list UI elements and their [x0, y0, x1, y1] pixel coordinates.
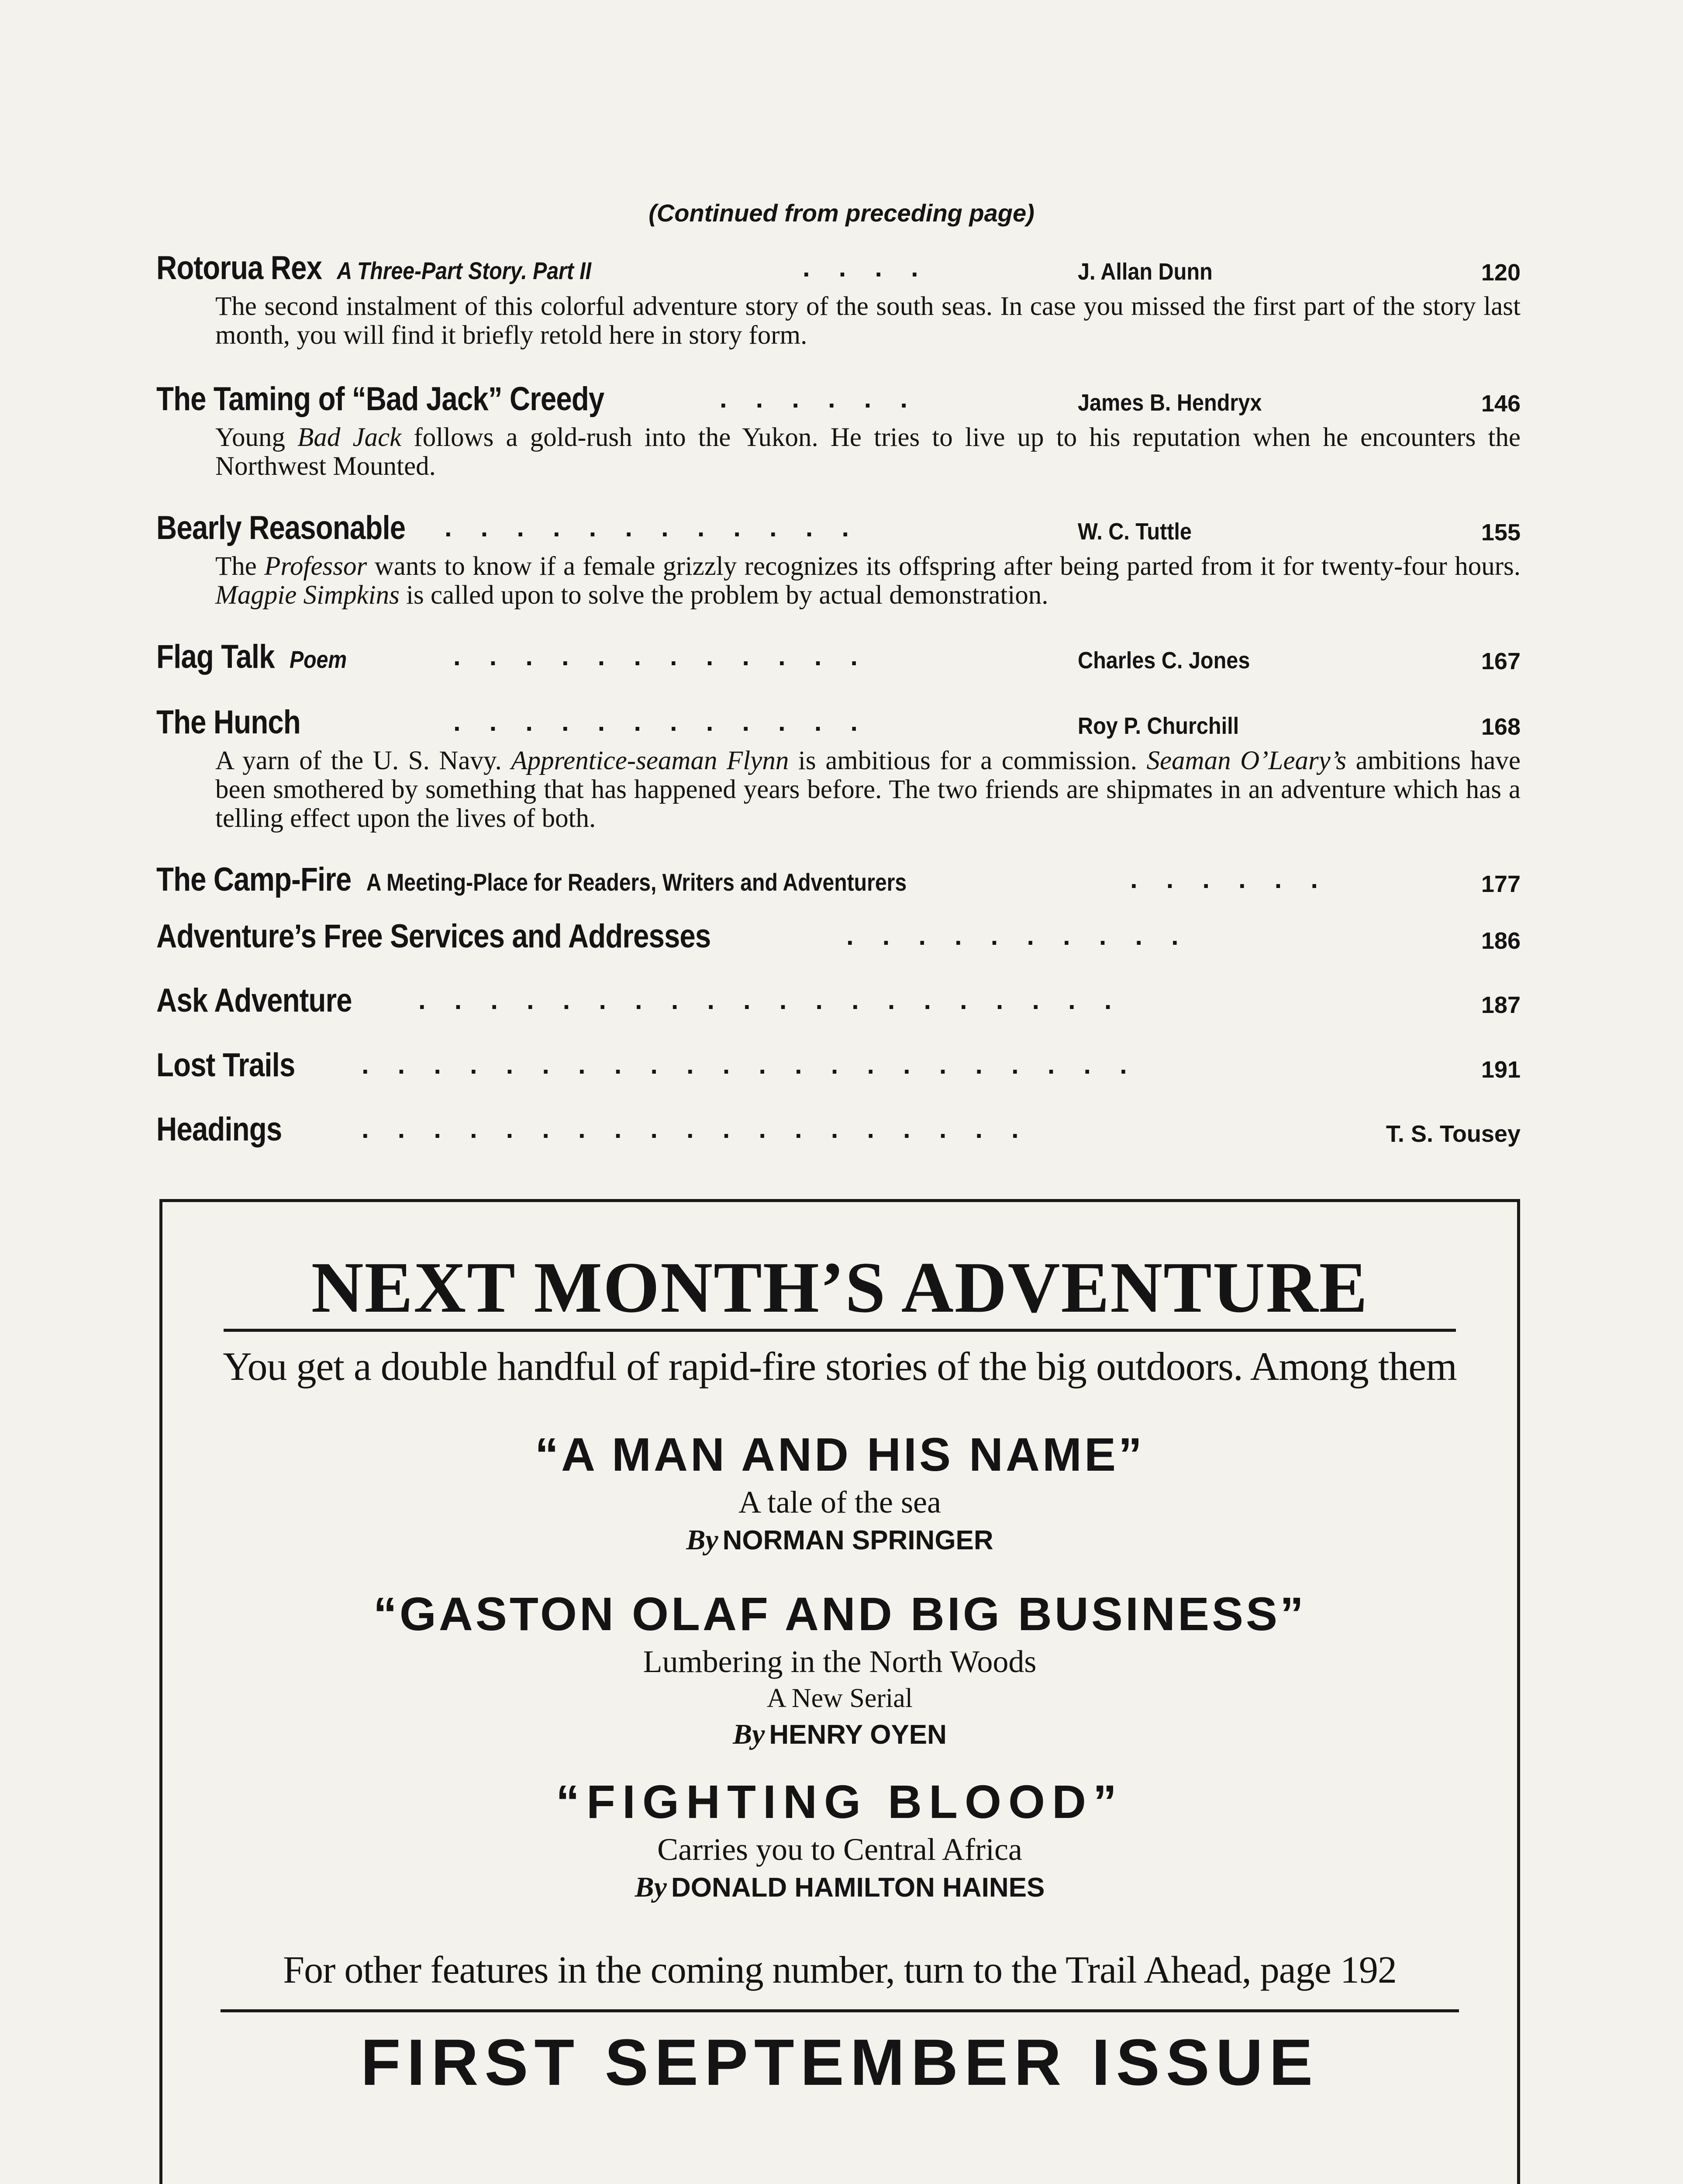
- entry-page-number: 186: [1481, 928, 1521, 954]
- entry-description: The Professor wants to know if a female grizzly recognizes its offspring after being parted from it for twenty-four hours. Magpie Simpkins is called upon to solve the problem by actual demonstration.: [215, 552, 1521, 610]
- leader-dots: ...................: [362, 1114, 1048, 1144]
- leader-dots: ............: [453, 707, 887, 736]
- story-title: “FIGHTING BLOOD”: [556, 1775, 1124, 1828]
- other-features-note: For other features in the coming number, turn to the Trail Ahead, page 192: [283, 1949, 1397, 1991]
- story-preview: [221, 1426, 1459, 1559]
- leader-dots: ............: [445, 513, 878, 542]
- entry-author: Charles C. Jones: [1078, 647, 1250, 674]
- entry-page-number: 187: [1481, 992, 1521, 1018]
- entry-title: Lost Trails: [156, 1047, 295, 1084]
- leader-dots: ......: [720, 384, 937, 413]
- story-byline: By DONALD HAMILTON HAINES: [635, 1871, 1045, 1903]
- entry-author: T. S. Tousey: [1386, 1121, 1521, 1147]
- issue-heading: FIRST SEPTEMBER ISSUE: [360, 2025, 1319, 2099]
- entry-page-number: 155: [1481, 519, 1521, 546]
- entry-page-number: 120: [1481, 259, 1521, 286]
- entry-title: Rotorua Rex A Three-Part Story. Part II: [156, 249, 592, 287]
- entry-title: The Hunch: [156, 704, 300, 741]
- entry-page-number: 191: [1481, 1057, 1521, 1083]
- story-tagline: A New Serial: [766, 1683, 913, 1713]
- entry-title: Flag Talk Poem: [156, 638, 347, 675]
- entry-page-number: 146: [1481, 390, 1521, 417]
- story-preview: [221, 1586, 1459, 1754]
- story-title: “A MAN AND HIS NAME”: [535, 1428, 1145, 1481]
- entry-title: Bearly Reasonable: [156, 509, 406, 546]
- entry-subtitle: A Three-Part Story. Part II: [337, 257, 592, 284]
- entry-page-number: 168: [1481, 714, 1521, 740]
- story-tagline: Carries you to Central Africa: [657, 1832, 1022, 1867]
- entry-title: Headings: [156, 1111, 282, 1148]
- entry-author: James B. Hendryx: [1078, 390, 1262, 416]
- entry-author: W. C. Tuttle: [1078, 518, 1192, 545]
- issue-rule: [221, 2009, 1459, 2012]
- entry-description: The second instalment of this colorful adventure story of the south seas. In case you missed the first part of the story last month, you will find it briefly retold here in story form.: [215, 292, 1521, 350]
- leader-dots: ....................: [418, 985, 1141, 1015]
- entry-title: Ask Adventure: [156, 982, 352, 1019]
- next-month-heading: NEXT MONTH’S ADVENTURE: [311, 1247, 1369, 1327]
- entry-title: The Taming of “Bad Jack” Creedy: [156, 380, 604, 418]
- story-tagline: A tale of the sea: [738, 1485, 941, 1520]
- entry-author: Roy P. Churchill: [1078, 713, 1239, 739]
- story-tagline: Lumbering in the North Woods: [643, 1644, 1037, 1679]
- entry-title: The Camp-Fire A Meeting-Place for Readers, Writers and Adventurers: [156, 861, 907, 898]
- story-title: “GASTON OLAF AND BIG BUSINESS”: [373, 1587, 1307, 1640]
- entry-subtitle: A Meeting-Place for Readers, Writers and Adventurers: [366, 868, 907, 896]
- continued-note: (Continued from preceding page): [648, 199, 1035, 227]
- entry-subtitle: Poem: [290, 646, 347, 673]
- leader-dots: ..........: [846, 921, 1207, 950]
- next-month-intro: You get a double handful of rapid-fire stories of the big outdoors. Among them: [223, 1344, 1457, 1389]
- entry-page-number: 167: [1481, 648, 1521, 674]
- entry-title: Adventure’s Free Services and Addresses: [156, 918, 711, 955]
- leader-dots: ....: [803, 253, 947, 282]
- leader-dots: ......: [1130, 864, 1347, 894]
- story-byline: By NORMAN SPRINGER: [686, 1524, 993, 1556]
- entry-page-number: 177: [1481, 871, 1521, 897]
- leader-dots: ............: [453, 642, 887, 671]
- leader-dots: ......................: [362, 1050, 1156, 1079]
- entry-description: Young Bad Jack follows a gold-rush into the Yukon. He tries to live up to his reputation when he encounters the Northwest Mounted.: [215, 423, 1521, 481]
- entry-author: J. Allan Dunn: [1078, 259, 1213, 285]
- next-month-content: [221, 0, 1459, 2184]
- entry-description: A yarn of the U. S. Navy. Apprentice-seaman Flynn is ambitious for a commission. Seaman O’Leary’s ambitions have been smothered by something that has happened years before. The two friends are shipmates in an adventure which has a telling effect upon the lives of both.: [215, 746, 1521, 833]
- story-preview: [221, 1773, 1459, 1907]
- story-byline: By HENRY OYEN: [733, 1718, 947, 1750]
